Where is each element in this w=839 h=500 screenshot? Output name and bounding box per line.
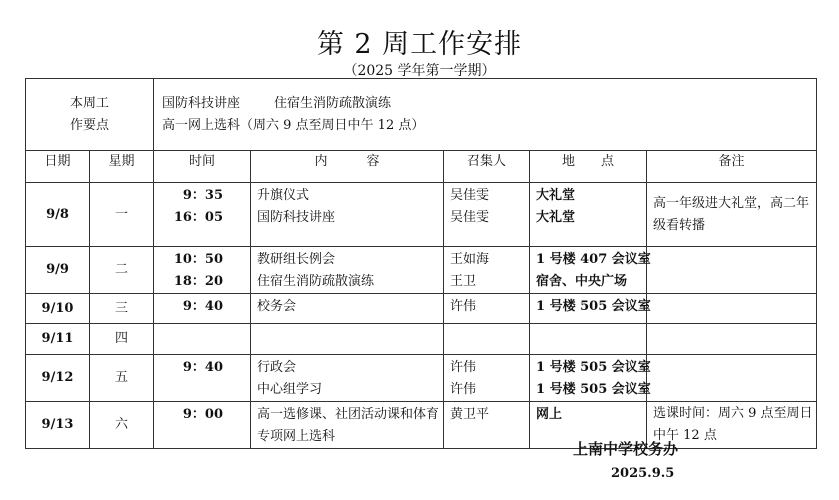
place-name: 1 号楼 505 会议室 — [536, 382, 651, 397]
convener-name: 王卫 — [450, 274, 477, 289]
content-cell — [251, 324, 444, 355]
place-name: 网上 — [536, 407, 563, 422]
content-item: 住宿生消防疏散演练 — [257, 274, 375, 289]
content-item: 校务会 — [257, 299, 297, 314]
summary-row — [26, 79, 817, 151]
weekday-cell: 三 — [90, 294, 154, 324]
note-cell — [647, 294, 817, 324]
date-cell: 9/8 — [26, 183, 90, 247]
time-cell — [154, 402, 251, 449]
place-cell — [530, 324, 647, 355]
convener-cell — [444, 183, 530, 247]
footer-organization: 上南中学校务办 — [573, 440, 679, 458]
convener-cell — [444, 294, 530, 324]
time-value: 16：05 — [173, 210, 224, 225]
convener-name: 许伟 — [450, 382, 477, 397]
convener-cell — [444, 247, 530, 294]
date-cell: 9/11 — [26, 324, 90, 355]
convener-name: 许伟 — [450, 360, 477, 375]
weekday-cell: 一 — [90, 183, 154, 247]
content-item: 行政会 — [257, 360, 297, 375]
note-cell — [647, 183, 817, 247]
summary-item: 住宿生消防疏散演练 — [274, 95, 392, 111]
place-name: 1 号楼 505 会议室 — [536, 360, 651, 375]
header-note: 备注 — [647, 151, 817, 183]
time-cell — [154, 355, 251, 402]
time-value: 18：20 — [173, 274, 224, 289]
page-title: 第 2 周工作安排 — [316, 29, 523, 60]
place-name: 宿舍、中央广场 — [536, 274, 628, 289]
page-subtitle: （2025 学年第一学期） — [343, 63, 496, 79]
convener-cell — [444, 355, 530, 402]
content-item: 中心组学习 — [257, 382, 323, 397]
weekday-cell: 六 — [90, 402, 154, 449]
header-date: 日期 — [26, 151, 90, 183]
convener-name: 许伟 — [450, 299, 477, 314]
place-cell — [530, 183, 647, 247]
time-value: 9：00 — [182, 407, 224, 422]
table-row — [26, 324, 817, 355]
header-time: 时间 — [154, 151, 251, 183]
time-value: 9：40 — [182, 360, 224, 375]
content-item: 高一选修课、社团活动课和体育专项网上选科 — [257, 407, 440, 444]
convener-cell — [444, 324, 530, 355]
place-name: 大礼堂 — [536, 210, 576, 225]
footer-date: 2025.9.5 — [611, 466, 675, 481]
header-content: 内 容 — [251, 151, 444, 183]
content-item: 教研组长例会 — [257, 252, 336, 267]
summary-content — [154, 79, 817, 151]
time-cell — [154, 294, 251, 324]
time-value: 10：50 — [173, 252, 224, 267]
content-cell — [251, 183, 444, 247]
time-cell — [154, 247, 251, 294]
note-text: 选课时间：周六 9 点至周日中午 12 点 — [653, 406, 813, 443]
content-cell — [251, 247, 444, 294]
summary-label-line2: 作要点 — [70, 117, 110, 133]
date-cell: 9/13 — [26, 402, 90, 449]
time-value: 9：35 — [182, 188, 224, 203]
convener-name: 王如海 — [450, 252, 490, 267]
summary-label-line1: 本周工 — [70, 95, 110, 111]
place-name: 1 号楼 407 会议室 — [536, 252, 651, 267]
table-row — [26, 294, 817, 324]
place-cell — [530, 294, 651, 324]
place-cell — [530, 355, 651, 402]
table-row — [26, 355, 817, 402]
date-cell: 9/9 — [26, 247, 90, 294]
content-cell — [251, 294, 444, 324]
place-cell — [530, 247, 651, 294]
weekday-cell: 四 — [90, 324, 154, 355]
summary-label — [26, 79, 154, 151]
weekday-cell: 五 — [90, 355, 154, 402]
header-convener: 召集人 — [444, 151, 530, 183]
weekday-cell: 二 — [90, 247, 154, 294]
summary-item: 高一网上选科（周六 9 点至周日中午 12 点） — [162, 117, 425, 133]
content-cell — [251, 355, 444, 402]
summary-line1 — [162, 93, 816, 115]
header-weekday: 星期 — [90, 151, 154, 183]
convener-name: 黄卫平 — [450, 407, 490, 422]
convener-name: 吴佳雯 — [450, 188, 490, 203]
place-name: 大礼堂 — [536, 188, 576, 203]
content-item: 国防科技讲座 — [257, 210, 336, 225]
schedule-table — [25, 78, 817, 449]
content-cell — [251, 402, 444, 449]
convener-cell — [444, 402, 530, 449]
note-cell — [647, 324, 817, 355]
time-cell — [154, 324, 251, 355]
date-cell: 9/10 — [26, 294, 90, 324]
time-cell — [154, 183, 251, 247]
date-cell: 9/12 — [26, 355, 90, 402]
table-row — [26, 247, 817, 294]
content-item: 升旗仪式 — [257, 188, 310, 203]
note-cell — [647, 247, 817, 294]
convener-name: 吴佳雯 — [450, 210, 490, 225]
table-row — [26, 183, 817, 247]
time-value: 9：40 — [182, 299, 224, 314]
note-text: 高一年级进大礼堂，高二年级看转播 — [653, 195, 810, 233]
note-cell — [647, 355, 817, 402]
header-row — [26, 151, 817, 183]
header-place: 地 点 — [530, 151, 647, 183]
place-name: 1 号楼 505 会议室 — [536, 299, 651, 314]
table-row — [26, 402, 817, 449]
summary-item: 国防科技讲座 — [162, 95, 241, 111]
